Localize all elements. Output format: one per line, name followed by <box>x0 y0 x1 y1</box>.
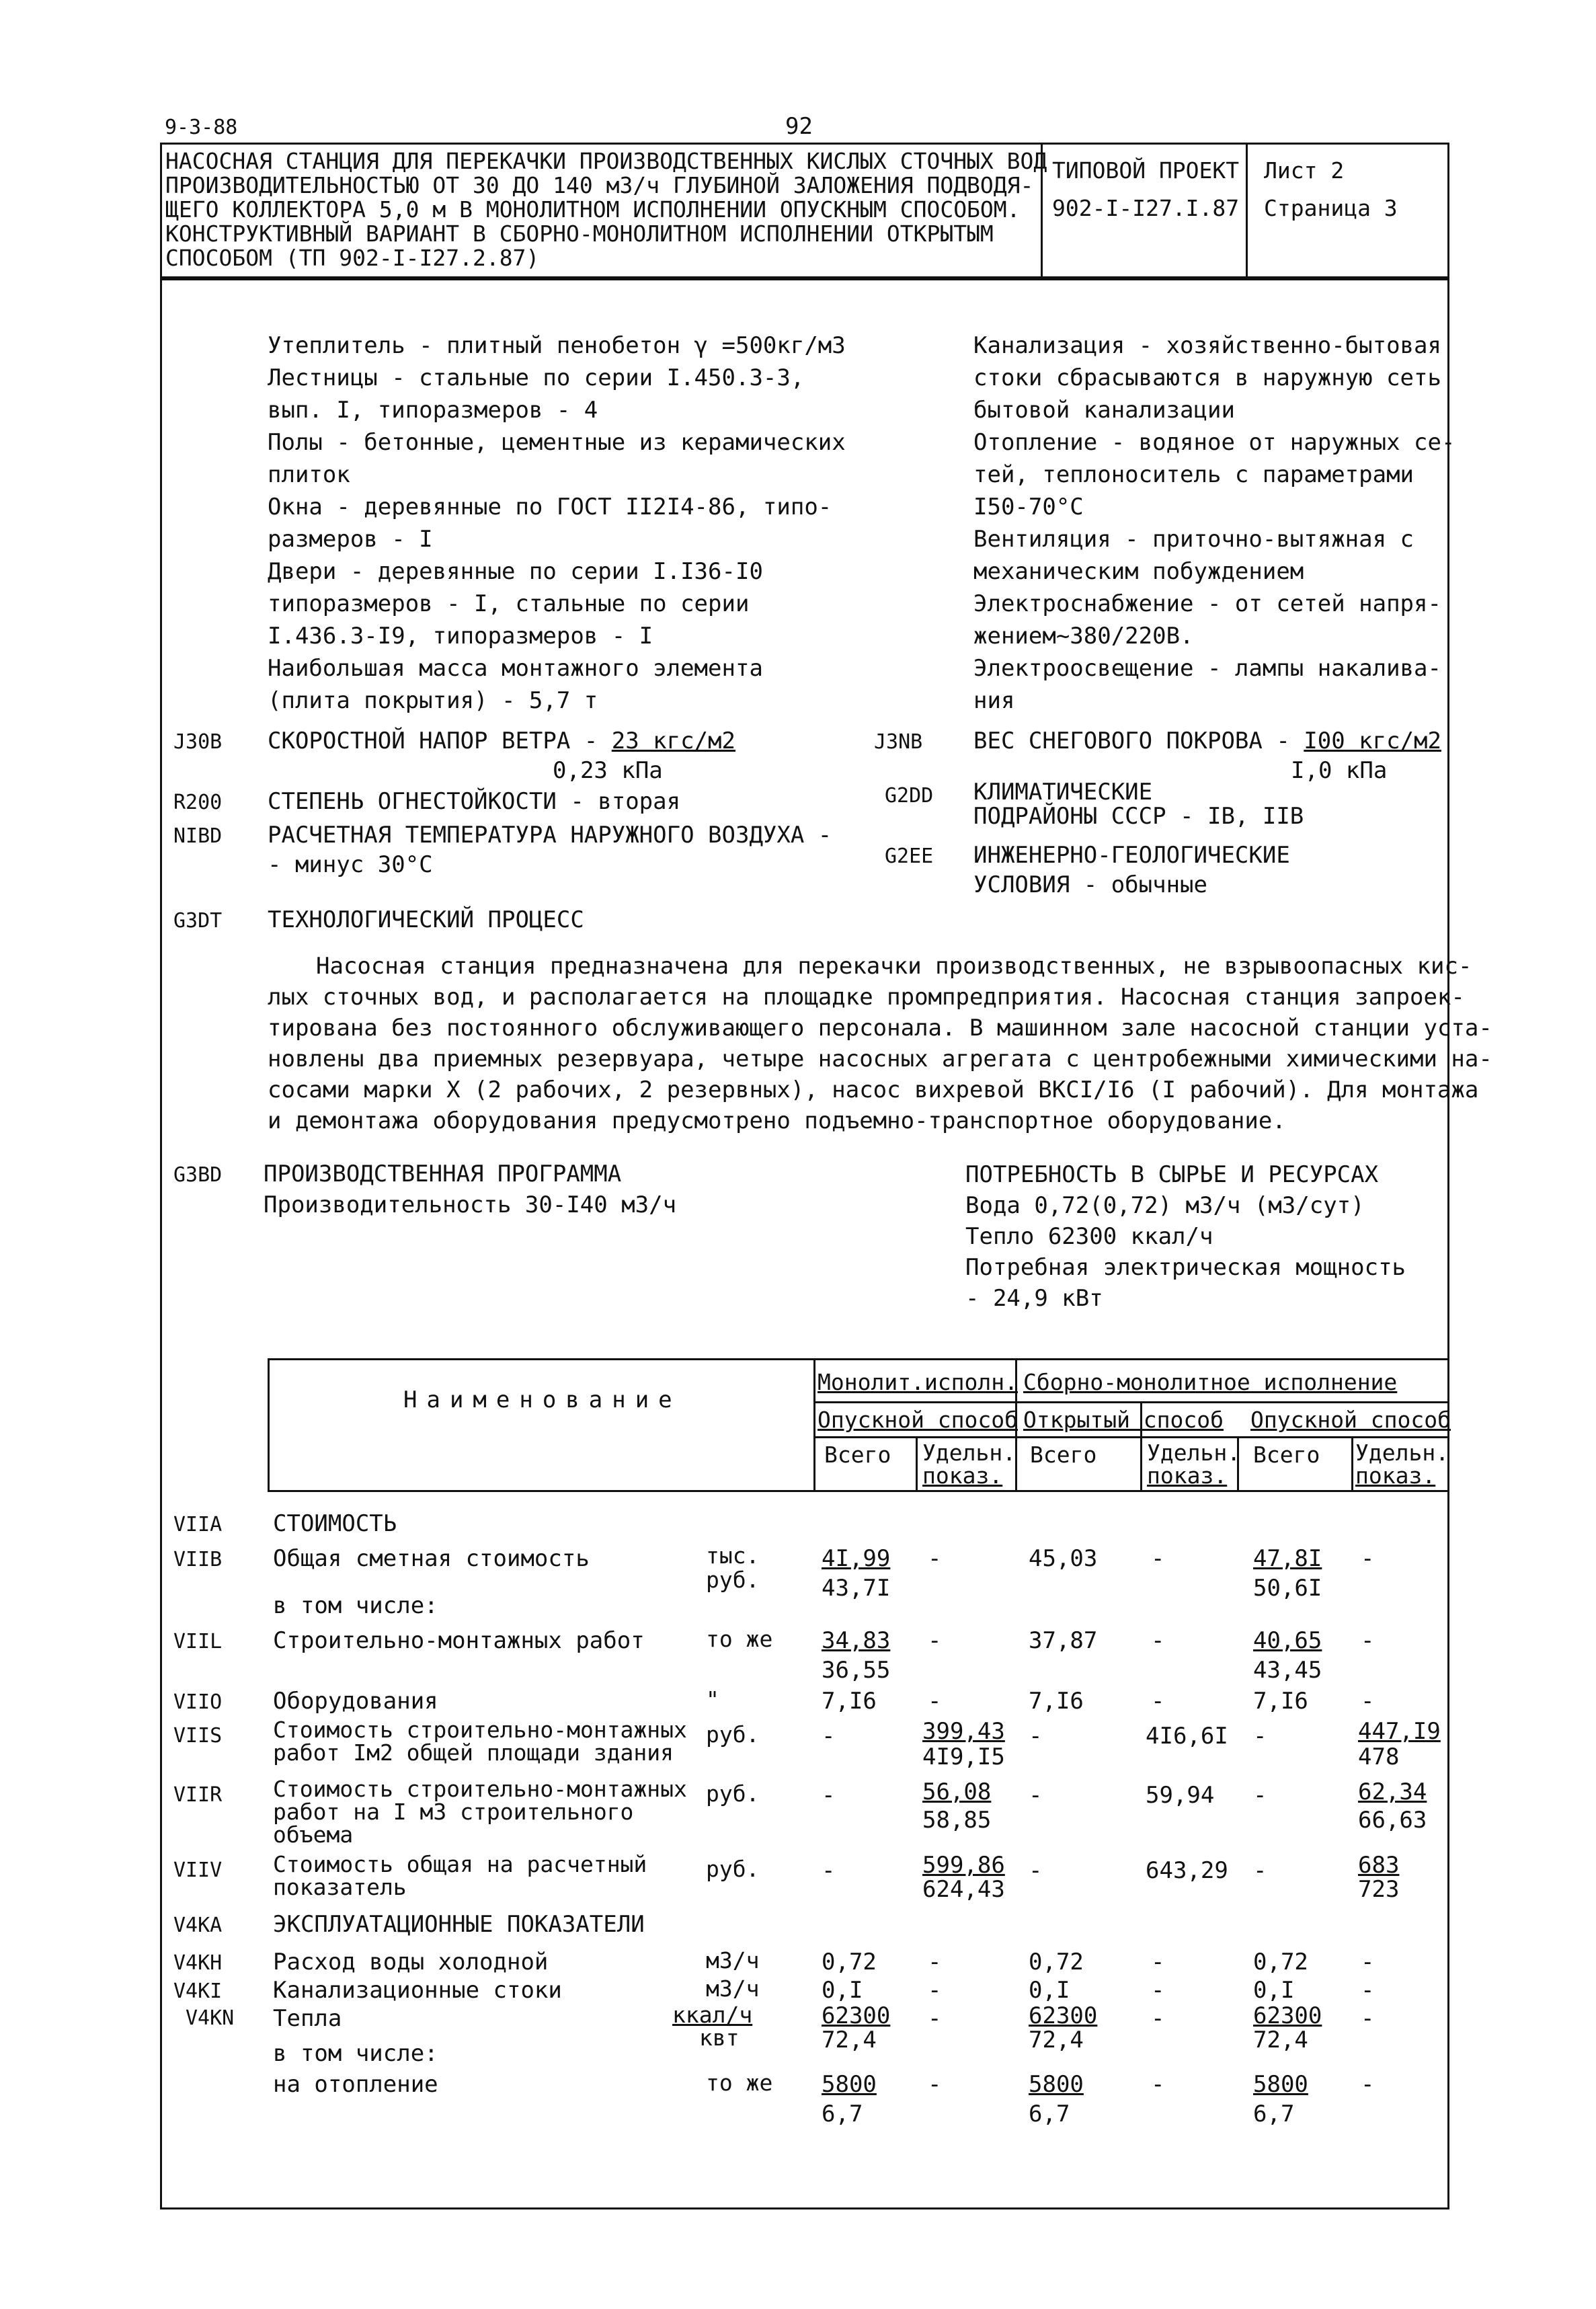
table-cell: - <box>1151 1627 1165 1654</box>
table-cell: - <box>1151 1977 1165 2004</box>
table-cell: 0,I <box>822 1977 863 2004</box>
table-cell: 34,83 36,55 <box>822 1627 891 1684</box>
table-row-name: Тепла <box>273 2005 342 2032</box>
fire-resistance: СТЕПЕНЬ ОГНЕСТОЙКОСТИ - вторая <box>268 788 681 815</box>
table-row-unit: " <box>706 1686 719 1713</box>
outdoor-temp: РАСЧЕТНАЯ ТЕМПЕРАТУРА НАРУЖНОГО ВОЗДУХА - - минус 30°С <box>268 822 832 878</box>
table-cell: - <box>1029 1723 1043 1750</box>
table-cell: - <box>928 1627 942 1654</box>
table-cell: 447,I9 478 <box>1358 1718 1441 1770</box>
left-spec: Утеплитель - плитный пенобетон γ =500кг/м3 Лестницы - стальные по серии I.450.3-3, вып. I, типоразмеров - 4 Полы - бетонные, цементные из керамических плиток Окна - деревянные по ГОСТ II2I4-86, типо- размеров - I Двери - деревянные по серии I.I36-I0 типоразмеров - I, стальные по серии I.436.3-I9, типоразмеров - I Наибольшая масса монтажного элемента (плита покрытия) - 5,7 т <box>268 332 846 714</box>
col-header-open: Открытый способ <box>1023 1407 1224 1433</box>
table-cell: - <box>1253 1723 1267 1750</box>
table-row-unit: тыс. руб. <box>706 1542 760 1593</box>
table-row-code: V4KN <box>186 2006 235 2030</box>
table-cell: 56,08 58,85 <box>922 1778 992 1834</box>
table-row-name: СТОИМОСТЬ <box>273 1510 397 1537</box>
col-total-1: Всего <box>824 1442 891 1468</box>
table-row-unit: ккал/ч квт <box>672 2002 753 2051</box>
table-cell: - <box>1361 2005 1375 2032</box>
table-row-unit: м3/ч <box>706 1947 760 1973</box>
col-header-sink1: Опускной способ <box>817 1407 1019 1433</box>
title-text: НАСОСНАЯ СТАНЦИЯ ДЛЯ ПЕРЕКАЧКИ ПРОИЗВОДСТВЕННЫХ КИСЛЫХ СТОЧНЫХ ВОД ПРОИЗВОДИТЕЛЬНОСТЬЮ ОТ 30 ДО 140 м3/ч ГЛУБИНОЙ ЗАЛОЖЕНИЯ ПОДВОДЯ- ЩЕГО КОЛЛЕКТОРА 5,0 м В МОНОЛИТНОМ ИСПОЛНЕНИИ ОПУСКНЫМ СПОСОБОМ. КОНСТРУКТИВНЫЙ ВАРИАНТ В СБОРНО-МОНОЛИТНОМ ИСПОЛНЕНИИ ОТКРЫТЫМ СПОСОБОМ (ТП 902-I-I27.2.87) <box>165 148 1047 271</box>
col-header-name: Наименование <box>403 1386 682 1413</box>
table-row-name: на отопление <box>273 2071 438 2098</box>
table-cell: 4I,99 43,7I <box>822 1545 891 1602</box>
table-cell: 643,29 <box>1146 1857 1228 1884</box>
code-g3dt: G3DT <box>173 909 223 933</box>
table-row-name: Оборудования <box>273 1688 438 1715</box>
table-cell: 5800 6,7 <box>822 2071 877 2127</box>
table-cell: 62300 72,4 <box>822 2002 891 2053</box>
col-total-3: Всего <box>1253 1442 1320 1468</box>
table-cell: - <box>928 1545 942 1572</box>
table-cell: 47,8I 50,6I <box>1253 1545 1322 1602</box>
table-cell: - <box>1361 1949 1375 1975</box>
geology: ИНЖЕНЕРНО-ГЕОЛОГИЧЕСКИЕ УСЛОВИЯ - обычные <box>973 842 1290 898</box>
table-cell: - <box>1029 1857 1043 1884</box>
table-row-code: VIIS <box>173 1724 223 1748</box>
table-cell: 0,I <box>1029 1977 1070 2004</box>
table-cell: - <box>928 2005 942 2032</box>
table-row-unit: руб. <box>706 1856 760 1882</box>
code-g2dd: G2DD <box>885 784 934 808</box>
table-cell: 7,I6 <box>822 1688 877 1715</box>
table-cell: 4I6,6I <box>1146 1723 1228 1750</box>
tech-heading: ТЕХНОЛОГИЧЕСКИЙ ПРОЦЕСС <box>268 906 584 933</box>
table-cell: - <box>1151 1545 1165 1572</box>
table-row-name: Общая сметная стоимость <box>273 1545 590 1572</box>
table-cell: 0,72 <box>1253 1949 1308 1975</box>
project-number: 902-I-I27.I.87 <box>1052 195 1240 221</box>
table-cell: - <box>1029 1782 1043 1809</box>
table-row-code: V4KA <box>173 1914 223 1937</box>
table-cell: - <box>1253 1782 1267 1809</box>
table-cell: 5800 6,7 <box>1029 2071 1084 2127</box>
table-cell: - <box>928 1949 942 1975</box>
climate-zones: КЛИМАТИЧЕСКИЕ ПОДРАЙОНЫ СССР - IВ, IIВ <box>973 779 1304 830</box>
table-cell: 62300 72,4 <box>1253 2002 1322 2053</box>
page-number: 92 <box>785 113 813 140</box>
table-row-unit: то же <box>706 1626 773 1652</box>
table-row-name: ЭКСПЛУАТАЦИОННЫЕ ПОКАЗАТЕЛИ <box>273 1911 645 1938</box>
table-row-code: V4KH <box>173 1951 223 1975</box>
snow-load: ВЕС СНЕГОВОГО ПОКРОВА - I00 кгс/м2 <box>973 728 1441 754</box>
table-cell: - <box>1253 1857 1267 1884</box>
table-cell: 599,86 624,43 <box>922 1852 1005 1903</box>
table-row-code: V4KI <box>173 1980 223 2003</box>
table-row-name: Стоимость строительно-монтажных работ Iм2 общей площади здания <box>273 1717 687 1766</box>
page-label: Страница 3 <box>1264 195 1398 221</box>
code-g3bd: G3BD <box>173 1163 223 1187</box>
wind-kpa: 0,23 кПа <box>553 757 663 784</box>
table-row-code: VIIV <box>173 1858 223 1882</box>
table-cell: - <box>1361 1977 1375 2004</box>
col-total-2: Всего <box>1030 1442 1097 1468</box>
sheet-number: Лист 2 <box>1264 157 1345 184</box>
resources: ПОТРЕБНОСТЬ В СЫРЬЕ И РЕСУРСАХ Вода 0,72(0,72) м3/ч (м3/сут) Тепло 62300 ккал/ч Потребная электрическая мощность - 24,9 кВт <box>965 1161 1406 1312</box>
table-cell: - <box>1361 1545 1375 1572</box>
table-cell: - <box>1151 1688 1165 1715</box>
table-cell: - <box>822 1723 836 1750</box>
table-cell: 5800 6,7 <box>1253 2071 1308 2127</box>
code-j3nb: J3NB <box>874 730 923 754</box>
table-cell: 0,72 <box>1029 1949 1084 1975</box>
table-cell: 37,87 <box>1029 1627 1098 1654</box>
table-row-unit: руб. <box>706 1721 760 1748</box>
col-header-prefab: Сборно-монолитное исполнение <box>1023 1369 1398 1395</box>
table-cell: 399,43 4I9,I5 <box>922 1718 1005 1770</box>
table-cell: - <box>928 1688 942 1715</box>
table-cell: - <box>928 2071 942 2098</box>
table-cell: - <box>822 1782 836 1809</box>
table-row-code: VIIA <box>173 1513 223 1536</box>
col-spec-2: Удельн. показ. <box>1147 1440 1241 1489</box>
table-row-unit: руб. <box>706 1780 760 1807</box>
table-row-code: VIIR <box>173 1783 223 1807</box>
table-cell: 0,I <box>1253 1977 1295 2004</box>
doc-code: 9-3-88 <box>165 116 238 139</box>
table-row-unit: м3/ч <box>706 1975 760 2002</box>
table-row-name: в том числе: <box>273 2040 438 2067</box>
code-nibd: NIBD <box>173 824 223 848</box>
table-cell: 62300 72,4 <box>1029 2002 1098 2053</box>
table-cell: 62,34 66,63 <box>1358 1778 1427 1834</box>
table-row-name: Канализационные стоки <box>273 1977 562 2004</box>
col-spec-3: Удельн. показ. <box>1355 1440 1449 1489</box>
table-cell: - <box>1151 2071 1165 2098</box>
table-cell: 683 723 <box>1358 1852 1400 1903</box>
table-row-code: VIIO <box>173 1690 223 1714</box>
project-label: ТИПОВОЙ ПРОЕКТ <box>1052 157 1240 184</box>
col-spec-1: Удельн. показ. <box>922 1440 1016 1489</box>
program-heading: ПРОИЗВОДСТВЕННАЯ ПРОГРАММА <box>264 1161 622 1187</box>
table-cell: - <box>1151 2005 1165 2032</box>
code-j30b: J30B <box>173 730 223 754</box>
table-cell: - <box>1361 1688 1375 1715</box>
code-g2ee: G2EE <box>885 845 934 868</box>
table-cell: 7,I6 <box>1029 1688 1084 1715</box>
table-cell: 7,I6 <box>1253 1688 1308 1715</box>
table-row-code: VIIB <box>173 1548 223 1571</box>
table-cell: 0,72 <box>822 1949 877 1975</box>
table-row-code: VIIL <box>173 1630 223 1653</box>
table-cell: 45,03 <box>1029 1545 1098 1572</box>
wind-load: СКОРОСТНОЙ НАПОР ВЕТРА - 23 кгс/м2 <box>268 728 735 754</box>
col-header-sink2: Опускной способ <box>1250 1407 1451 1433</box>
table-row-name: Стоимость строительно-монтажных работ на I м3 строительного объема <box>273 1776 687 1848</box>
right-spec: Канализация - хозяйственно-бытовая стоки сбрасываются в наружную сеть бытовой канализации Отопление - водяное от наружных се- тей, теплоноситель с параметрами I50-70°С Вентиляция - приточно-вытяжная с механическим побуждением Электроснабжение - от сетей напря- жением~380/220В. Электроосвещение - лампы накалива- ния <box>973 332 1455 714</box>
col-header-mono: Монолит.исполн. <box>817 1369 1019 1395</box>
table-cell: - <box>1361 1627 1375 1654</box>
title-divider-2 <box>1246 143 1248 278</box>
table-cell: - <box>1151 1949 1165 1975</box>
table-cell: 59,94 <box>1146 1782 1215 1809</box>
tech-text: Насосная станция предназначена для перекачки производственных, не взрывоопасных кис- лых сточных вод, и располагается на площадке промпредприятия. Насосная станция запроек- тирована без постоянного обслуживающего персонала. В машинном зале насосной станции уста- новлены два приемных резервуара, четыре насосных агрегата с центробежными химическими на- сосами марки Х (2 рабочих, 2 резервных), насос вихревой ВКСI/I6 (I рабочий). Для монтажа и демонтажа оборудования предусмотрено подъемно-транспортное оборудование. <box>268 953 1492 1134</box>
table-cell: 40,65 43,45 <box>1253 1627 1322 1684</box>
table-row-name: в том числе: <box>273 1592 438 1619</box>
table-row-unit: то же <box>706 2070 773 2096</box>
code-r200: R200 <box>173 791 223 814</box>
table-row-name: Стоимость общая на расчетный показатель <box>273 1851 647 1900</box>
table-row-name: Строительно-монтажных работ <box>273 1627 645 1654</box>
table-cell: - <box>1361 2071 1375 2098</box>
table-cell: - <box>928 1977 942 2004</box>
capacity: Производительность 30-I40 м3/ч <box>264 1191 677 1218</box>
snow-kpa: I,0 кПа <box>1291 757 1388 784</box>
table-row-name: Расход воды холодной <box>273 1949 549 1975</box>
table-cell: - <box>822 1857 836 1884</box>
